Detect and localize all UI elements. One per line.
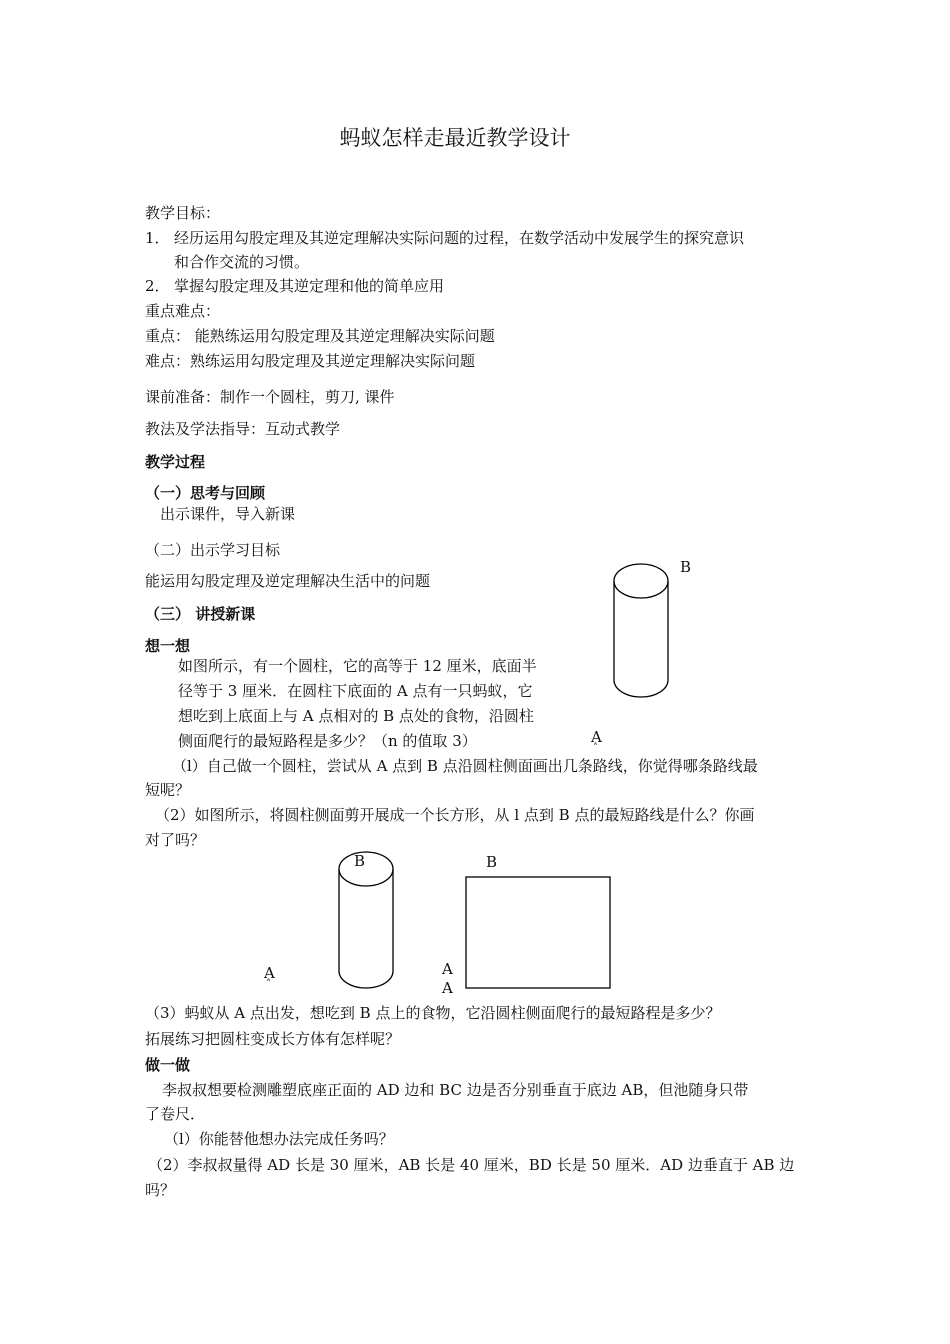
cylinder-bottom-arc	[339, 971, 393, 988]
part-2-text: 能运用勾股定理及逆定理解决生活中的问题	[145, 572, 431, 590]
cylinder-figure-2	[337, 850, 397, 992]
do-question-1: （l）你能替他想办法完成任务吗？	[164, 1130, 394, 1148]
fig3-label-a-1: A	[442, 960, 453, 978]
preparation: 课前准备：制作一个圆柱，剪刀, 课件	[145, 388, 395, 406]
fig2-label-a: A	[264, 964, 275, 982]
think-question-1-line-2: 短呢？	[145, 781, 191, 799]
unfolded-rectangle	[466, 877, 610, 988]
think-para-line-1: 如图所示，有一个圆柱，它的高等于 12 厘米，底面半	[178, 657, 537, 675]
think-question-2-line-2: 对了吗？	[145, 831, 206, 849]
fig3-label-a-2: A	[442, 979, 453, 997]
unfolded-rectangle-figure	[465, 876, 613, 990]
fig2-label-b: B	[354, 852, 366, 870]
goal-1-line-2: 和合作交流的习惯。	[174, 253, 310, 271]
do-para-line-2: 了卷尺．	[145, 1105, 206, 1123]
do-question-2-line-1: （2）李叔叔量得 AD 长是 30 厘米，AB 长是 40 厘米，BD 长是 50 厘米．AD 边垂直于 AB 边	[148, 1156, 795, 1174]
method: 教法及学法指导：互动式教学	[145, 420, 341, 438]
difficulty-point: 难点：熟练运用勾股定理及其逆定理解决实际问题	[145, 352, 476, 370]
think-para-line-4: 侧面爬行的最短路程是多少？（n 的值取 3）	[178, 732, 477, 750]
think-question-3: （3）蚂蚁从 A 点出发，想吃到 B 点上的食物，它沿圆柱侧面爬行的最短路程是多少？	[145, 1004, 721, 1022]
do-heading: 做一做	[145, 1056, 191, 1074]
goal-2-text: 掌握勾股定理及其逆定理和他的简单应用	[174, 277, 445, 295]
goal-1-number: 1．	[145, 229, 170, 247]
cylinder-top-ellipse	[614, 564, 668, 598]
cylinder-figure-1	[612, 562, 672, 702]
extension-exercise: 拓展练习把圆柱变成长方体有怎样呢？	[145, 1030, 401, 1048]
key-point: 重点： 能熟练运用勾股定理及其逆定理解决实际问题	[145, 327, 495, 345]
goals-heading: 教学目标：	[145, 204, 221, 222]
part-3-heading: （三） 讲授新课	[145, 605, 256, 623]
think-heading: 想一想	[145, 637, 191, 655]
do-para-line-1: 李叔叔想要检测雕塑底座正面的 AD 边和 BC 边是否分别垂直于底边 AB，但池随身只带	[162, 1081, 749, 1099]
fig1-point-a-mark: ˄	[593, 743, 598, 754]
document-title: 蚂蚁怎样走最近教学设计	[339, 126, 571, 150]
do-question-2-line-2: 吗？	[145, 1181, 176, 1199]
fig1-label-b: B	[680, 558, 692, 576]
think-para-line-2: 径等于 3 厘米．在圆柱下底面的 A 点有一只蚂蚁，它	[178, 682, 533, 700]
cylinder-top-ellipse	[339, 852, 393, 886]
fig2-point-a-mark: ˄	[266, 979, 271, 990]
part-1-text: 出示课件，导入新课	[160, 505, 296, 523]
key-points-heading: 重点难点：	[145, 302, 221, 320]
goal-1-line-1: 经历运用勾股定理及其逆定理解决实际问题的过程，在数学活动中发展学生的探究意识	[174, 229, 745, 247]
think-para-line-3: 想吃到上底面上与 A 点相对的 B 点处的食物，沿圆柱	[178, 707, 534, 725]
cylinder-bottom-arc	[614, 680, 668, 697]
goal-2-number: 2．	[145, 277, 170, 295]
think-question-2-line-1: （2）如图所示，将圆柱侧面剪开展成一个长方形，从 l 点到 B 点的最短路线是什么？你画	[155, 806, 755, 824]
think-question-1-line-1: （l）自己做一个圆柱，尝试从 A 点到 B 点沿圆柱侧面画出几条路线，你觉得哪条路线最	[172, 757, 758, 775]
part-1-heading: （一）思考与回顾	[145, 484, 266, 502]
fig3-label-b: B	[486, 853, 498, 871]
fig1-label-a: A	[591, 728, 602, 746]
part-2-heading: （二）出示学习目标	[145, 541, 281, 559]
process-heading: 教学过程	[145, 453, 206, 471]
